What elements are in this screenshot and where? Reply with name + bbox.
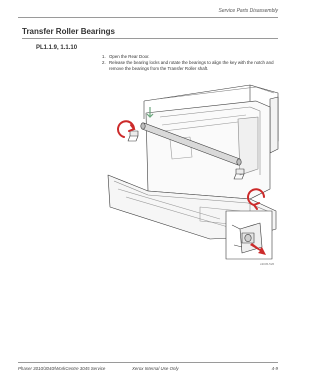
- header-divider: [18, 17, 278, 18]
- page-title: Transfer Roller Bearings: [22, 27, 115, 36]
- step-item: [102, 60, 278, 71]
- page-number: 4-9: [271, 366, 278, 371]
- section-header: Service Parts Disassembly: [218, 8, 278, 14]
- figure-id: s3045-526: [260, 262, 275, 266]
- step-text: Release the bearing locks and rotate the bearings to align the key with the notch and remove the bearings from the Transfer Roller shaft.: [109, 60, 274, 71]
- printer-rear-illustration: [100, 79, 280, 267]
- parts-list-reference: PL1.1.9, 1.1.10: [36, 45, 78, 51]
- footer-classification: Xerox Internal Use Only: [132, 366, 179, 371]
- step-number: 1.: [102, 54, 106, 59]
- step-text: Open the Rear Door.: [109, 54, 150, 59]
- step-item: [102, 54, 278, 59]
- step-number: 2.: [102, 60, 106, 66]
- open-direction-arrow-icon: [147, 107, 153, 117]
- title-divider: [22, 38, 278, 39]
- footer-divider: [18, 362, 278, 363]
- transfer-roller-diagram: [100, 79, 280, 267]
- procedure-steps: [102, 54, 278, 72]
- footer-product-name: Phaser 3010/3040/WorkCentre 3045 Service: [18, 366, 106, 371]
